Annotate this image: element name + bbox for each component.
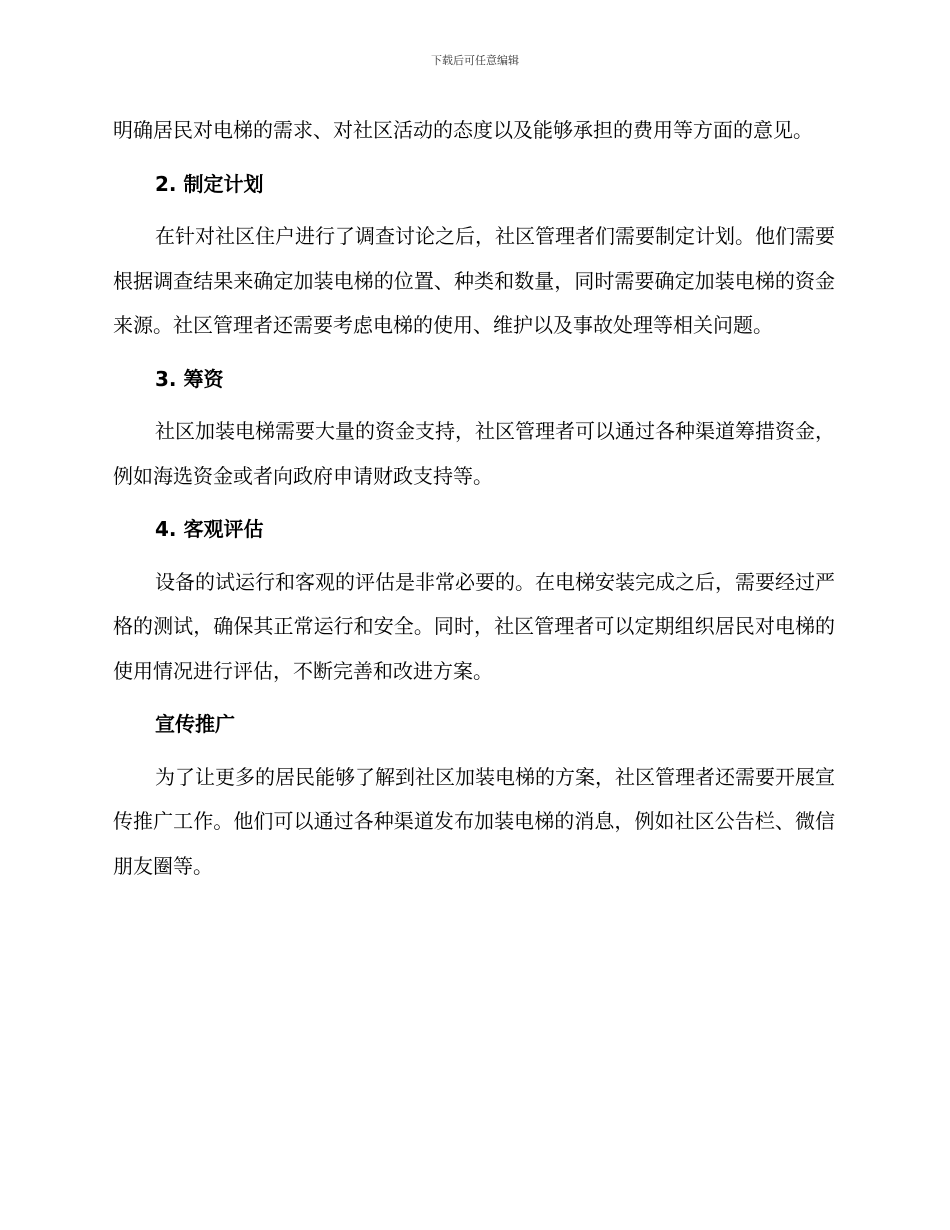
funding-paragraph: 社区加装电梯需要大量的资金支持，社区管理者可以通过各种渠道筹措资金，例如海选资金或者向政府申请财政支持等。 (113, 419, 835, 488)
section-heading-evaluation: 4. 客观评估 (155, 517, 264, 541)
section-heading-promotion: 宣传推广 (155, 712, 235, 736)
evaluation-paragraph: 设备的试运行和客观的评估是非常必要的。在电梯安装完成之后，需要经过严格的测试，确保其正常运行和安全。同时，社区管理者可以定期组织居民对电梯的使用情况进行评估，不断完善和改进方案。 (113, 569, 835, 683)
page-header: 下载后可任意编辑 (431, 54, 519, 67)
section-heading-plan: 2. 制定计划 (155, 171, 264, 196)
document-body (113, 108, 835, 888)
plan-paragraph: 在针对社区住户进行了调查讨论之后，社区管理者们需要制定计划。他们需要根据调查结果来确定加装电梯的位置、种类和数量，同时需要确定加装电梯的资金来源。社区管理者还需要考虑电梯的使用、维护以及事故处理等相关问题。 (113, 224, 835, 337)
intro-paragraph: 明确居民对电梯的需求、对社区活动的态度以及能够承担的费用等方面的意见。 (113, 118, 813, 142)
promotion-paragraph: 为了让更多的居民能够了解到社区加装电梯的方案，社区管理者还需要开展宣传推广工作。他们可以通过各种渠道发布加装电梯的消息，例如社区公告栏、微信朋友圈等。 (113, 764, 835, 878)
section-heading-funding: 3. 筹资 (155, 366, 224, 391)
